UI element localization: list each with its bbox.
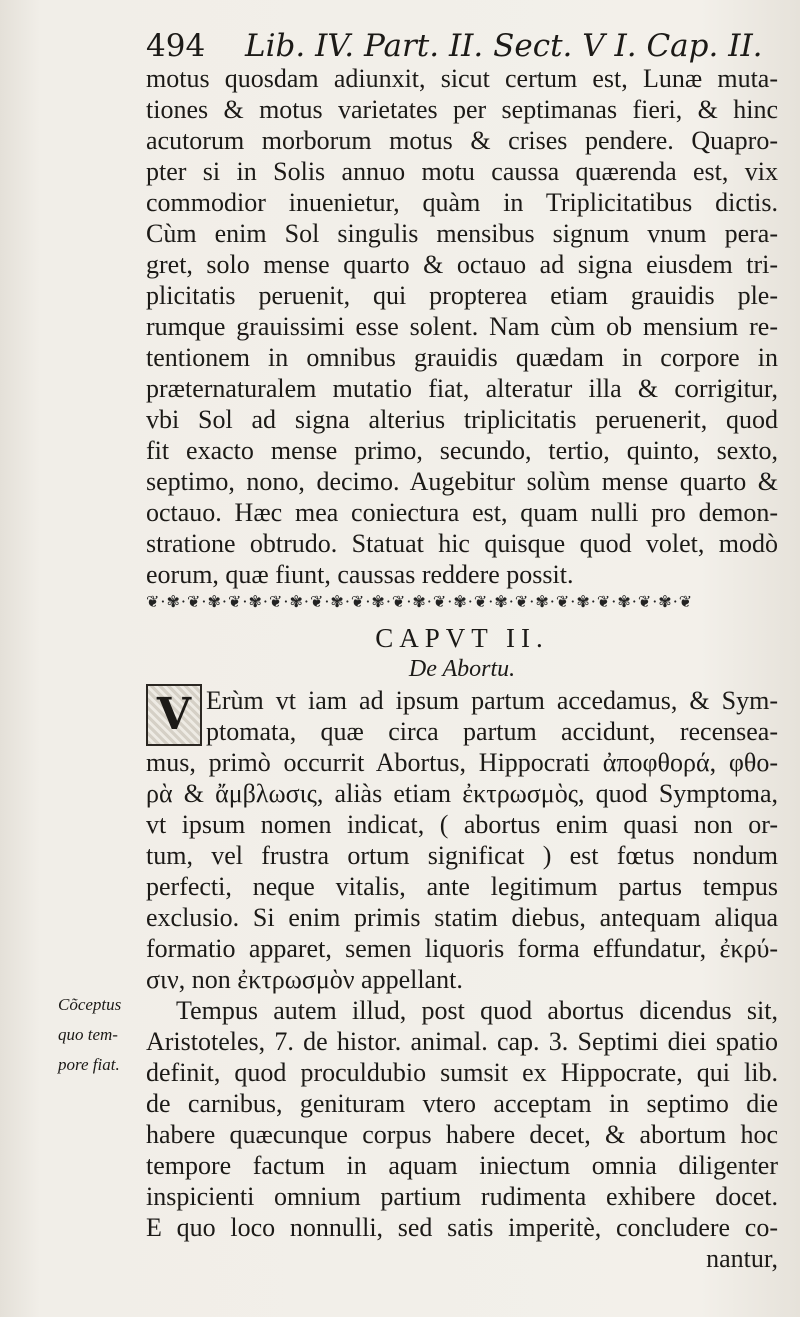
text-line: tempore factum in aquam iniectum omnia diligenter — [146, 1151, 778, 1180]
running-header — [146, 26, 766, 66]
text-line: inspicienti omnium partium rudimenta exhibere docet. — [146, 1182, 778, 1211]
text-line: tiones & motus varietates per septimanas fieri, & hinc — [146, 95, 778, 124]
text-line: habere quæcunque corpus habere decet, & abortum hoc — [146, 1120, 778, 1149]
text-line: motus quosdam adiunxit, sicut certum est, Lunæ muta- — [146, 64, 778, 93]
margin-note-line: Cõceptus — [58, 995, 122, 1014]
text-line: mus, primò occurrit Abortus, Hippocrati ἀποφθορά, φθο- — [146, 748, 778, 777]
margin-note-line: quo tem- — [58, 1025, 118, 1044]
text-line: septimo, nono, decimo. Augebitur solùm mense quarto & — [146, 467, 778, 496]
text-line: de carnibus, genituram vtero acceptam in septimo die — [146, 1089, 778, 1118]
text-line: Cùm enim Sol singulis mensibus signum vnum pera- — [146, 219, 778, 248]
ornamental-divider: ❦·✾·❦·✾·❦·✾·❦·✾·❦·✾·❦·✾·❦·✾·❦·✾·❦·✾·❦·✾·❦·✾·❦·✾·❦·✾·❦ — [146, 592, 694, 611]
text-line: tum, vel frustra ortum significat ) est fœtus nondum — [146, 841, 778, 870]
text-line: ptomata, quæ circa partum accidunt, recensea- — [206, 717, 778, 746]
page-number: 494 — [146, 28, 206, 64]
text-line: fit exacto mense primo, secundo, tertio, quinto, sexto, — [146, 436, 778, 465]
text-line: gret, solo mense quarto & octauo ad signa eiusdem tri- — [146, 250, 778, 279]
text-line: plicitatis peruenit, qui propterea etiam grauidis ple- — [146, 281, 778, 310]
text-line: ρὰ & ἄμβλωσις, aliàs etiam ἐκτρωσμὸς, quod Symptoma, — [146, 779, 778, 808]
text-line: eorum, quæ fiunt, caussas reddere possit. — [146, 560, 574, 589]
text-line: octauo. Hæc mea coniectura est, quam nulli pro demon- — [146, 498, 778, 527]
text-line: præternaturalem mutatio fiat, alteratur illa & corrigitur, — [146, 374, 778, 403]
margin-note-line: pore fiat. — [58, 1055, 120, 1074]
text-line: tentionem in omnibus grauidis quædam in corpore in — [146, 343, 778, 372]
catchword-line: nantur, — [706, 1244, 778, 1273]
chapter-subtitle: De Abortu. — [408, 656, 516, 682]
text-line: rumque grauissimi esse solent. Nam cùm ob mensium re- — [146, 312, 778, 341]
text-line: σιν, non ἐκτρωσμὸν appellant. — [146, 965, 463, 994]
decorated-initial: V — [146, 684, 202, 746]
text-line: commodior inuenietur, quàm in Triplicitatibus dictis. — [146, 188, 778, 217]
text-line: Aristoteles, 7. de histor. animal. cap. 3. Septimi diei spatio — [146, 1027, 778, 1056]
text-line: acutorum morborum motus & crises pendere. Quapro- — [146, 126, 778, 155]
text-line: exclusio. Si enim primis statim diebus, antequam aliqua — [146, 903, 778, 932]
chapter-title: CAPVT II. — [375, 623, 549, 653]
text-line: Tempus autem illud, post quod abortus dicendus sit, — [176, 996, 778, 1025]
running-title: Lib. IV. Part. II. Sect. V I. Cap. II. — [245, 28, 763, 64]
text-line: pter si in Solis annuo motu caussa quærenda est, vix — [146, 157, 778, 186]
text-line: perfecti, neque vitalis, ante legitimum partus tempus — [146, 872, 778, 901]
text-line: Erùm vt iam ad ipsum partum accedamus, & Sym- — [206, 686, 778, 715]
text-line: formatio apparet, semen liquoris forma effundatur, ἐκρύ- — [146, 934, 778, 963]
text-line: definit, quod proculdubio sumsit ex Hippocrate, qui lib. — [146, 1058, 778, 1087]
text-line: E quo loco nonnulli, sed satis imperitè, concludere co- — [146, 1213, 778, 1242]
text-line: stratione obtrudo. Statuat hic quisque quod volet, modò — [146, 529, 778, 558]
text-line: vbi Sol ad signa alterius triplicitatis peruenerit, quod — [146, 405, 778, 434]
text-line: vt ipsum nomen indicat, ( abortus enim quasi non or- — [146, 810, 778, 839]
margin-note — [58, 990, 150, 1080]
